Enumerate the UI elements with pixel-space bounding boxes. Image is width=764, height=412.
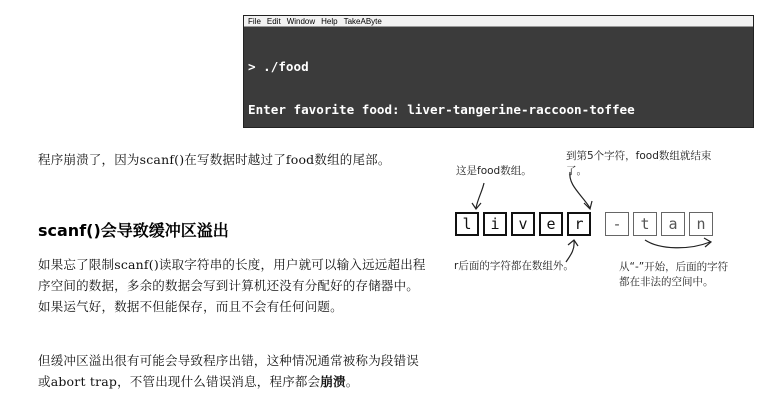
crash-emphasis: 崩溃 — [320, 374, 346, 389]
overflow-cell: n — [689, 212, 713, 236]
menu-window[interactable]: Window — [286, 16, 316, 26]
array-cell: r — [567, 212, 591, 236]
overflow-cell: a — [661, 212, 685, 236]
arrow-overflow-span — [645, 240, 710, 248]
note-array-end: 到第5个字符，food数组就结束了。 — [566, 150, 712, 177]
terminal-line: Segmentation fault: 11 — [248, 188, 415, 204]
arrow-to-r — [570, 172, 590, 208]
terminal-prompt: > — [248, 231, 256, 247]
segfault-text: 但缓冲区溢出很有可能会导致程序出错，这种情况通常被称为段错误或abort trap，不管出现什么错误消息，程序都会 — [38, 353, 420, 389]
array-cell: e — [539, 212, 563, 236]
note-food-array: 这是food数组。 — [456, 165, 532, 177]
crash-explanation: 程序崩溃了，因为scanf()在写数据时越过了food数组的尾部。 — [38, 152, 391, 167]
note-illegal-space: 从“-”开始，后面的字符都在非法的空间中。 — [619, 261, 729, 288]
array-cell: v — [511, 212, 535, 236]
segfault-period: 。 — [345, 374, 359, 389]
note-outside-array: r后面的字符都在数组外。 — [454, 260, 574, 272]
menu-edit[interactable]: Edit — [266, 16, 281, 26]
section-heading: scanf()会导致缓冲区溢出 — [38, 221, 229, 240]
overflow-cell: - — [605, 212, 629, 236]
arrow-head — [568, 240, 578, 246]
menu-takeabyte[interactable]: TakeAByte — [343, 16, 382, 26]
terminal-line: Enter favorite food: liver-tangerine-raccoon-toffee — [248, 102, 635, 118]
menu-file[interactable]: File — [248, 16, 261, 26]
overflow-cell: t — [633, 212, 657, 236]
array-cell: i — [483, 212, 507, 236]
menu-help[interactable]: Help — [321, 16, 338, 26]
terminal-line: Favorite food: liver-tangerine-raccoon-toffee — [248, 145, 590, 161]
array-cell: l — [455, 212, 479, 236]
overflow-explanation: 如果忘了限制scanf()读取字符串的长度，用户就可以输入远远超出程序空间的数据，多余的数据会写到计算机还没有分配好的存储器中。如果运气好，数据不但能保存，而且不会有任何问题。 — [38, 257, 426, 314]
terminal-line: > ./food — [248, 58, 309, 74]
